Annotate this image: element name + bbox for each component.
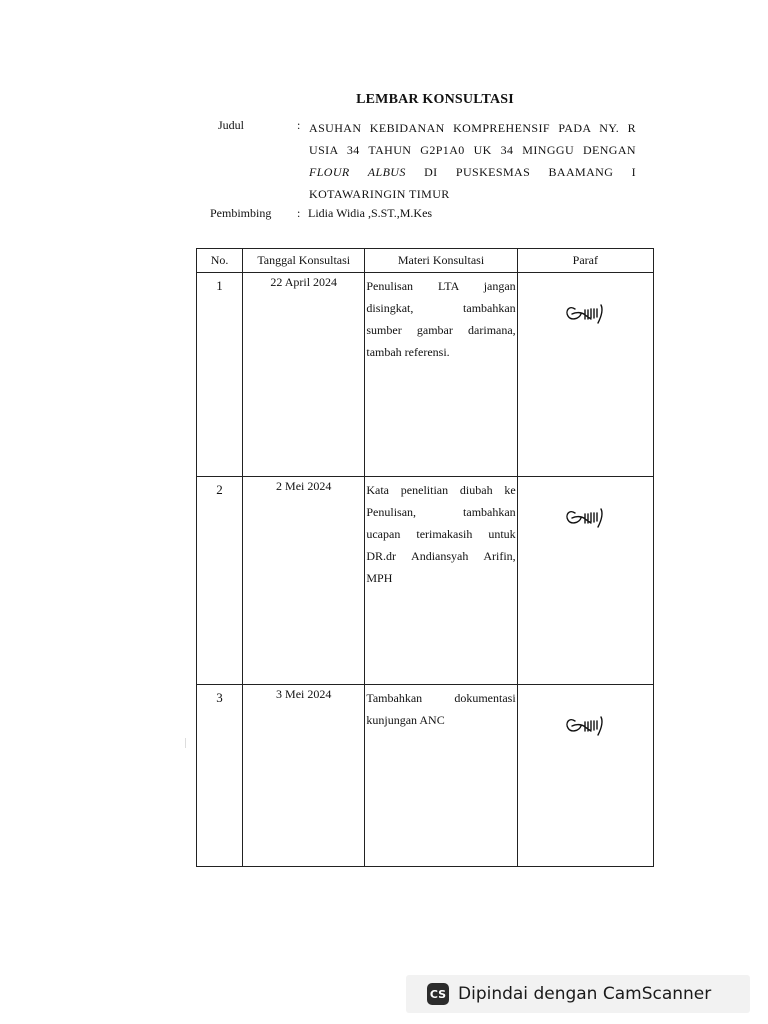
materi-line: MPH <box>366 571 393 585</box>
materi-line: Tambahkan dokumentasi <box>366 691 516 705</box>
header-tanggal: Tanggal Konsultasi <box>243 249 365 273</box>
materi-line: kunjungan ANC <box>366 713 445 727</box>
row-tanggal: 3 Mei 2024 <box>243 685 365 867</box>
row-no: 2 <box>197 477 243 685</box>
signature-icon <box>563 503 611 529</box>
judul-italic-term: FLOUR ALBUS <box>309 165 406 179</box>
consultation-table <box>196 248 654 867</box>
signature-icon <box>563 299 611 325</box>
row-materi <box>365 273 517 477</box>
judul-text <box>309 117 636 205</box>
pembimbing-colon: : <box>297 206 301 220</box>
materi-line: sumber gambar darimana, <box>366 323 516 337</box>
row-no: 1 <box>197 273 243 477</box>
header-paraf: Paraf <box>517 249 653 273</box>
judul-colon: : <box>297 118 301 132</box>
row-tanggal: 2 Mei 2024 <box>243 477 365 685</box>
row-paraf <box>517 477 653 685</box>
header-materi: Materi Konsultasi <box>365 249 517 273</box>
header-no: No. <box>197 249 243 273</box>
table-header-row <box>197 249 654 273</box>
judul-line-3 <box>309 161 636 183</box>
signature-icon <box>563 711 611 737</box>
row-tanggal: 22 April 2024 <box>243 273 365 477</box>
row-paraf <box>517 273 653 477</box>
row-paraf <box>517 685 653 867</box>
judul-line-1: ASUHAN KEBIDANAN KOMPREHENSIF PADA NY. R <box>309 121 636 135</box>
judul-label: Judul <box>218 118 245 132</box>
table-row <box>197 477 654 685</box>
judul-line-3-rest: DI PUSKESMAS BAAMANG I <box>424 165 636 179</box>
document-title: LEMBAR KONSULTASI <box>356 92 514 107</box>
materi-line: DR.dr Andiansyah Arifin, <box>366 549 516 563</box>
row-materi <box>365 477 517 685</box>
row-no: 3 <box>197 685 243 867</box>
judul-line-2: USIA 34 TAHUN G2P1A0 UK 34 MINGGU DENGAN <box>309 143 636 157</box>
materi-line: ucapan terimakasih untuk <box>366 527 516 541</box>
materi-line: disingkat, tambahkan <box>366 301 516 315</box>
table-row <box>197 685 654 867</box>
camscanner-text: Dipindai dengan CamScanner <box>458 984 712 1004</box>
pembimbing-value: Lidia Widia ,S.ST.,M.Kes <box>308 206 433 220</box>
table-row <box>197 273 654 477</box>
scan-artifact <box>185 738 186 748</box>
materi-line: tambah referensi. <box>366 345 450 359</box>
camscanner-logo-icon: CS <box>427 983 449 1005</box>
judul-line-4: KOTAWARINGIN TIMUR <box>309 187 450 201</box>
materi-line: Penulisan, tambahkan <box>366 505 516 519</box>
pembimbing-label: Pembimbing <box>210 206 272 220</box>
materi-line: Penulisan LTA jangan <box>366 279 516 293</box>
materi-line: Kata penelitian diubah ke <box>366 483 516 497</box>
row-materi <box>365 685 517 867</box>
camscanner-watermark <box>406 975 750 1013</box>
